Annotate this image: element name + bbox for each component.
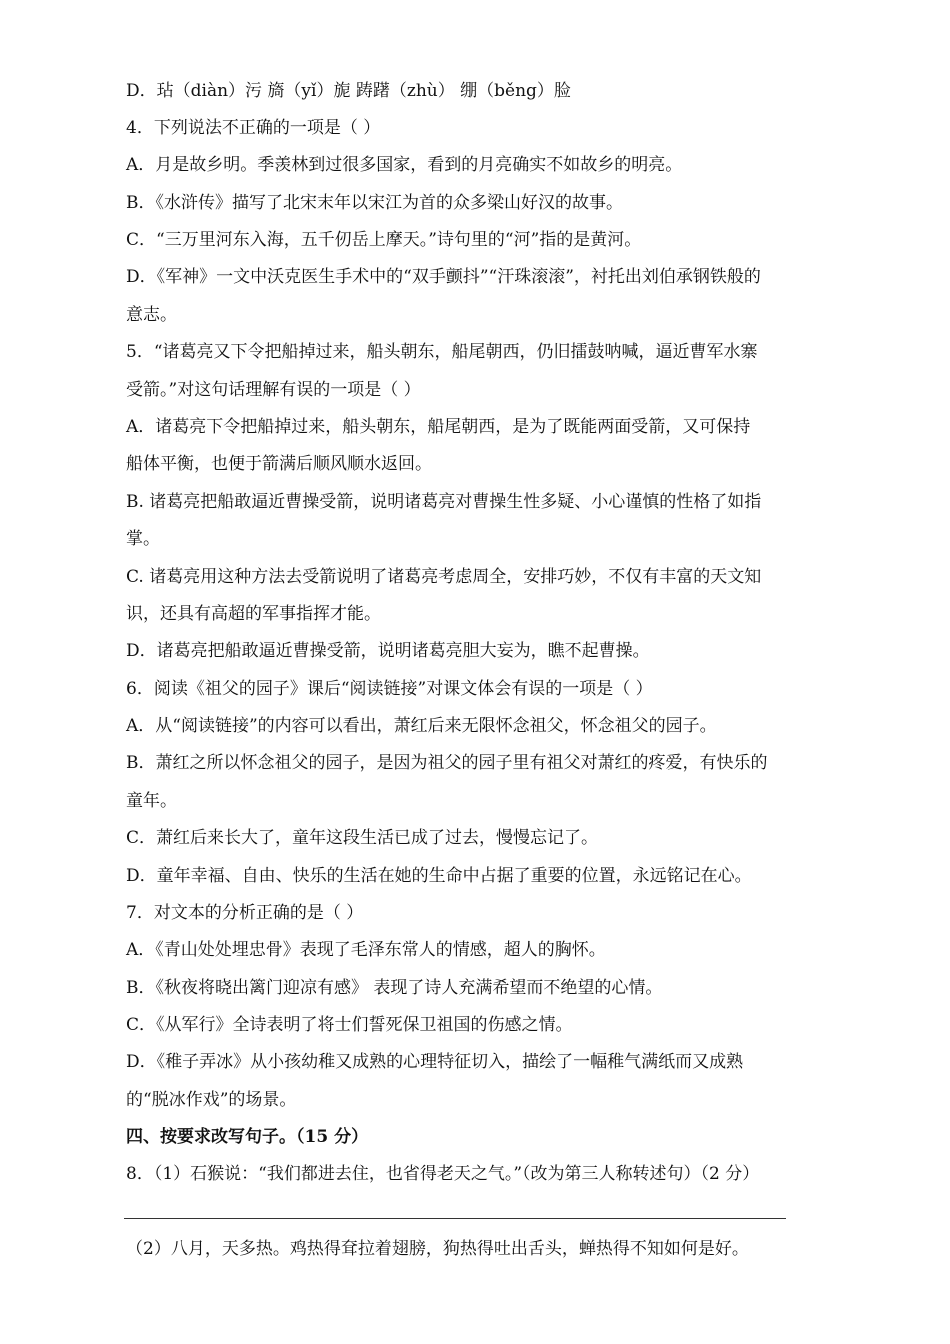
section-four-heading: 四、按要求改写句子。（15 分） bbox=[126, 1127, 369, 1147]
q7-option-d-cont: 的“脱冰作戏”的场景。 bbox=[126, 1090, 297, 1110]
q4-option-a: A．月是故乡明。季羡林到过很多国家，看到的月亮确实不如故乡的明亮。 bbox=[126, 155, 683, 175]
q7-option-d: D．《稚子弄冰》从小孩幼稚又成熟的心理特征切入，描绘了一幅稚气满纸而又成熟 bbox=[126, 1052, 744, 1072]
q4-option-b: B．《水浒传》描写了北宋末年以宋江为首的众多梁山好汉的故事。 bbox=[126, 193, 623, 213]
q5-option-a: A．诸葛亮下令把船掉过来，船头朝东，船尾朝西，是为了既能两面受箭，又可保持 bbox=[126, 417, 751, 437]
q8-part2: （2）八月，天多热。鸡热得耷拉着翅膀，狗热得吐出舌头，蝉热得不知如何是好。 bbox=[126, 1239, 749, 1259]
q6-stem: 6．阅读《祖父的园子》课后“阅读链接”对课文体会有误的一项是（ ） bbox=[126, 679, 653, 699]
q5-option-b: B. 诸葛亮把船敢逼近曹操受箭，说明诸葛亮对曹操生性多疑、小心谨慎的性格了如指 bbox=[126, 492, 762, 512]
q5-option-c-cont: 识，还具有高超的军事指挥才能。 bbox=[126, 604, 381, 624]
q4-option-d-cont: 意志。 bbox=[126, 305, 177, 325]
q4-option-d: D．《军神》一文中沃克医生手术中的“双手颤抖”“汗珠滚滚”，衬托出刘伯承钢铁般的 bbox=[126, 267, 761, 287]
q4-stem: 4．下列说法不正确的一项是（ ） bbox=[126, 118, 381, 138]
q6-option-b: B．萧红之所以怀念祖父的园子，是因为祖父的园子里有祖父对萧红的疼爱，有快乐的 bbox=[126, 753, 768, 773]
q5-option-b-cont: 掌。 bbox=[126, 529, 160, 549]
q5-option-a-cont: 船体平衡，也便于箭满后顺风顺水返回。 bbox=[126, 454, 432, 474]
q6-option-c: C．萧红后来长大了，童年这段生活已成了过去，慢慢忘记了。 bbox=[126, 828, 599, 848]
q5-option-c: C. 诸葛亮用这种方法去受箭说明了诸葛亮考虑周全，安排巧妙，不仅有丰富的天文知 bbox=[126, 567, 762, 587]
q4-option-c: C．“三万里河东入海，五千仞岳上摩天。”诗句里的“河”指的是黄河。 bbox=[126, 230, 642, 250]
q7-option-c: C．《从军行》全诗表明了将士们誓死保卫祖国的伤感之情。 bbox=[126, 1015, 573, 1035]
q7-option-a: A．《青山处处埋忠骨》表现了毛泽东常人的情感，超人的胸怀。 bbox=[126, 940, 606, 960]
q5-option-d: D．诸葛亮把船敢逼近曹操受箭，说明诸葛亮胆大妄为，瞧不起曹操。 bbox=[126, 641, 650, 661]
q8-part1: 8．（1）石猴说：“我们都进去住，也省得老天之气。”（改为第三人称转述句）（2 分） bbox=[126, 1164, 760, 1184]
q5-stem-cont: 受箭。”对这句话理解有误的一项是（ ） bbox=[126, 380, 421, 400]
q6-option-a: A．从“阅读链接”的内容可以看出，萧红后来无限怀念祖父，怀念祖父的园子。 bbox=[126, 716, 717, 736]
q3-option-d: D．玷（diàn）污 旖（yǐ）旎 踌躇（zhù） 绷（běng）脸 bbox=[126, 81, 571, 101]
q5-stem: 5．“诸葛亮又下令把船掉过来，船头朝东，船尾朝西，仍旧擂鼓呐喊，逼近曹军水寨 bbox=[126, 342, 758, 362]
q7-option-b: B．《秋夜将晓出篱门迎凉有感》 表现了诗人充满希望而不绝望的心情。 bbox=[126, 978, 663, 998]
q6-option-d: D．童年幸福、自由、快乐的生活在她的生命中占据了重要的位置，永远铭记在心。 bbox=[126, 866, 752, 886]
q7-stem: 7．对文本的分析正确的是（ ） bbox=[126, 903, 364, 923]
q6-option-b-cont: 童年。 bbox=[126, 791, 177, 811]
answer-line bbox=[124, 1218, 786, 1219]
